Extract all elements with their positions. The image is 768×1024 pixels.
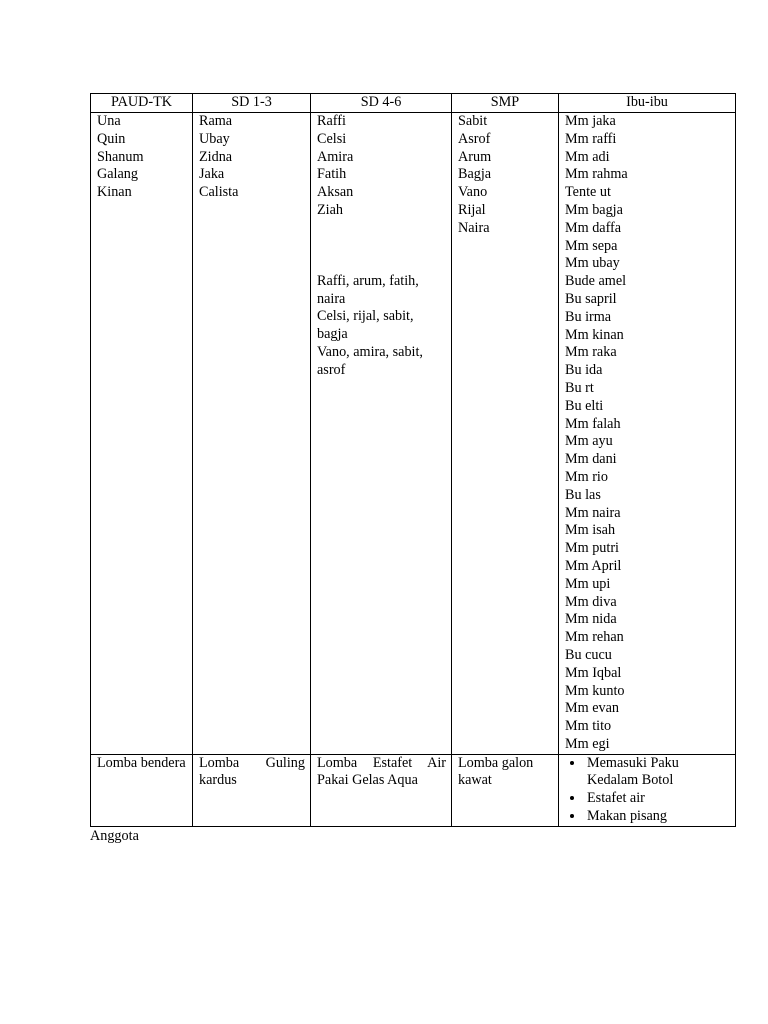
member-name: Kinan xyxy=(97,184,132,201)
member-name: Mm naira xyxy=(565,504,621,521)
competition-smp-cell xyxy=(452,754,559,826)
competition-sd-4-6-cell xyxy=(311,754,452,826)
competition-sd-1-3-cell xyxy=(193,754,311,826)
competition-row xyxy=(91,754,736,826)
member-name: Vano xyxy=(458,184,488,201)
member-name: Arum xyxy=(458,148,492,165)
member-name: Quin xyxy=(97,130,126,147)
member-name: Bu sapril xyxy=(565,290,617,307)
member-name: Zidna xyxy=(199,148,233,165)
member-name: Mm Iqbal xyxy=(565,664,622,681)
header-ibu-ibu: Ibu-ibu xyxy=(559,94,736,113)
member-name: Mm ayu xyxy=(565,433,613,450)
member-name: Celsi xyxy=(317,130,347,147)
competition-list-item: • Estafet air xyxy=(585,790,730,808)
member-name: Bu elti xyxy=(565,397,604,414)
member-name: Bu cucu xyxy=(565,646,612,663)
member-name: Mm daffa xyxy=(565,219,622,236)
header-row xyxy=(91,94,736,113)
competition-table xyxy=(90,93,736,827)
caption-anggota: Anggota xyxy=(90,828,139,844)
members-smp-cell xyxy=(452,113,559,755)
member-name: Mm raka xyxy=(565,344,617,361)
member-name: Sabit xyxy=(458,113,488,129)
member-name: Mm upi xyxy=(565,575,611,592)
header-paud-tk: PAUD-TK xyxy=(91,94,193,113)
team-group: Vano, amira, sabit, asrof xyxy=(317,343,423,378)
competition-list-item: • Memasuki Paku Kedalam Botol xyxy=(585,755,730,791)
member-name: Mm sepa xyxy=(565,237,618,254)
member-name: Mm kinan xyxy=(565,326,624,343)
member-name: Raffi xyxy=(317,113,346,129)
member-name: Mm rahma xyxy=(565,166,628,183)
competition-paud-tk-cell xyxy=(91,754,193,826)
member-name: Mm rio xyxy=(565,468,608,485)
member-name: Bagja xyxy=(458,166,492,183)
member-name: Mm adi xyxy=(565,148,610,165)
team-group: Celsi, rijal, sabit, bagja xyxy=(317,308,414,343)
group-spacer xyxy=(317,220,446,273)
header-sd-4-6: SD 4-6 xyxy=(311,94,452,113)
competition-name: Lomba Estafet Air Pakai Gelas Aqua xyxy=(317,754,446,789)
member-name: Jaka xyxy=(199,166,225,183)
member-name: Rama xyxy=(199,113,233,129)
competition-list xyxy=(565,755,730,826)
member-name: Calista xyxy=(199,184,239,201)
competition-name: Lomba bendera xyxy=(97,754,186,771)
competition-name: Lomba galon kawat xyxy=(458,754,534,789)
members-ibu-ibu-cell xyxy=(559,113,736,755)
member-name: Naira xyxy=(458,219,490,236)
member-name: Mm raffi xyxy=(565,130,617,147)
member-name: Mm falah xyxy=(565,415,621,432)
team-group: Raffi, arum, fatih, naira xyxy=(317,272,419,307)
member-name: Mm April xyxy=(565,557,622,574)
member-name: Tente ut xyxy=(565,184,611,201)
member-name: Ubay xyxy=(199,130,230,147)
member-name: Mm dani xyxy=(565,451,617,468)
member-name: Bude amel xyxy=(565,273,627,290)
member-name: Bu las xyxy=(565,486,601,503)
member-name: Una xyxy=(97,113,121,129)
member-name: Rijal xyxy=(458,201,486,218)
member-name: Mm kunto xyxy=(565,682,625,699)
member-name: Bu rt xyxy=(565,379,594,396)
member-name: Asrof xyxy=(458,130,491,147)
members-sd-4-6-cell xyxy=(311,113,452,755)
member-name: Shanum xyxy=(97,148,144,165)
member-name: Mm diva xyxy=(565,593,617,610)
competition-name: Lomba Guling kardus xyxy=(199,754,305,789)
member-name: Fatih xyxy=(317,166,347,183)
member-name: Bu irma xyxy=(565,308,612,325)
member-name: Ziah xyxy=(317,201,343,218)
members-row xyxy=(91,113,736,755)
member-name: Mm evan xyxy=(565,700,619,717)
member-name: Mm nida xyxy=(565,611,617,628)
member-name: Amira xyxy=(317,148,354,165)
member-name: Mm jaka xyxy=(565,113,616,129)
member-name: Mm egi xyxy=(565,735,610,752)
competition-ibu-ibu-cell xyxy=(559,754,736,826)
member-name: Mm rehan xyxy=(565,629,624,646)
member-name: Mm tito xyxy=(565,718,612,735)
member-name: Aksan xyxy=(317,184,354,201)
member-name: Bu ida xyxy=(565,362,603,379)
member-name: Mm bagja xyxy=(565,201,623,218)
member-name: Mm putri xyxy=(565,540,619,557)
member-name: Galang xyxy=(97,166,138,183)
header-sd-1-3: SD 1-3 xyxy=(193,94,311,113)
members-sd-1-3-cell xyxy=(193,113,311,755)
header-smp: SMP xyxy=(452,94,559,113)
competition-list-item: • Makan pisang xyxy=(585,808,730,826)
member-name: Mm isah xyxy=(565,522,616,539)
member-name: Mm ubay xyxy=(565,255,620,272)
members-paud-tk-cell xyxy=(91,113,193,755)
